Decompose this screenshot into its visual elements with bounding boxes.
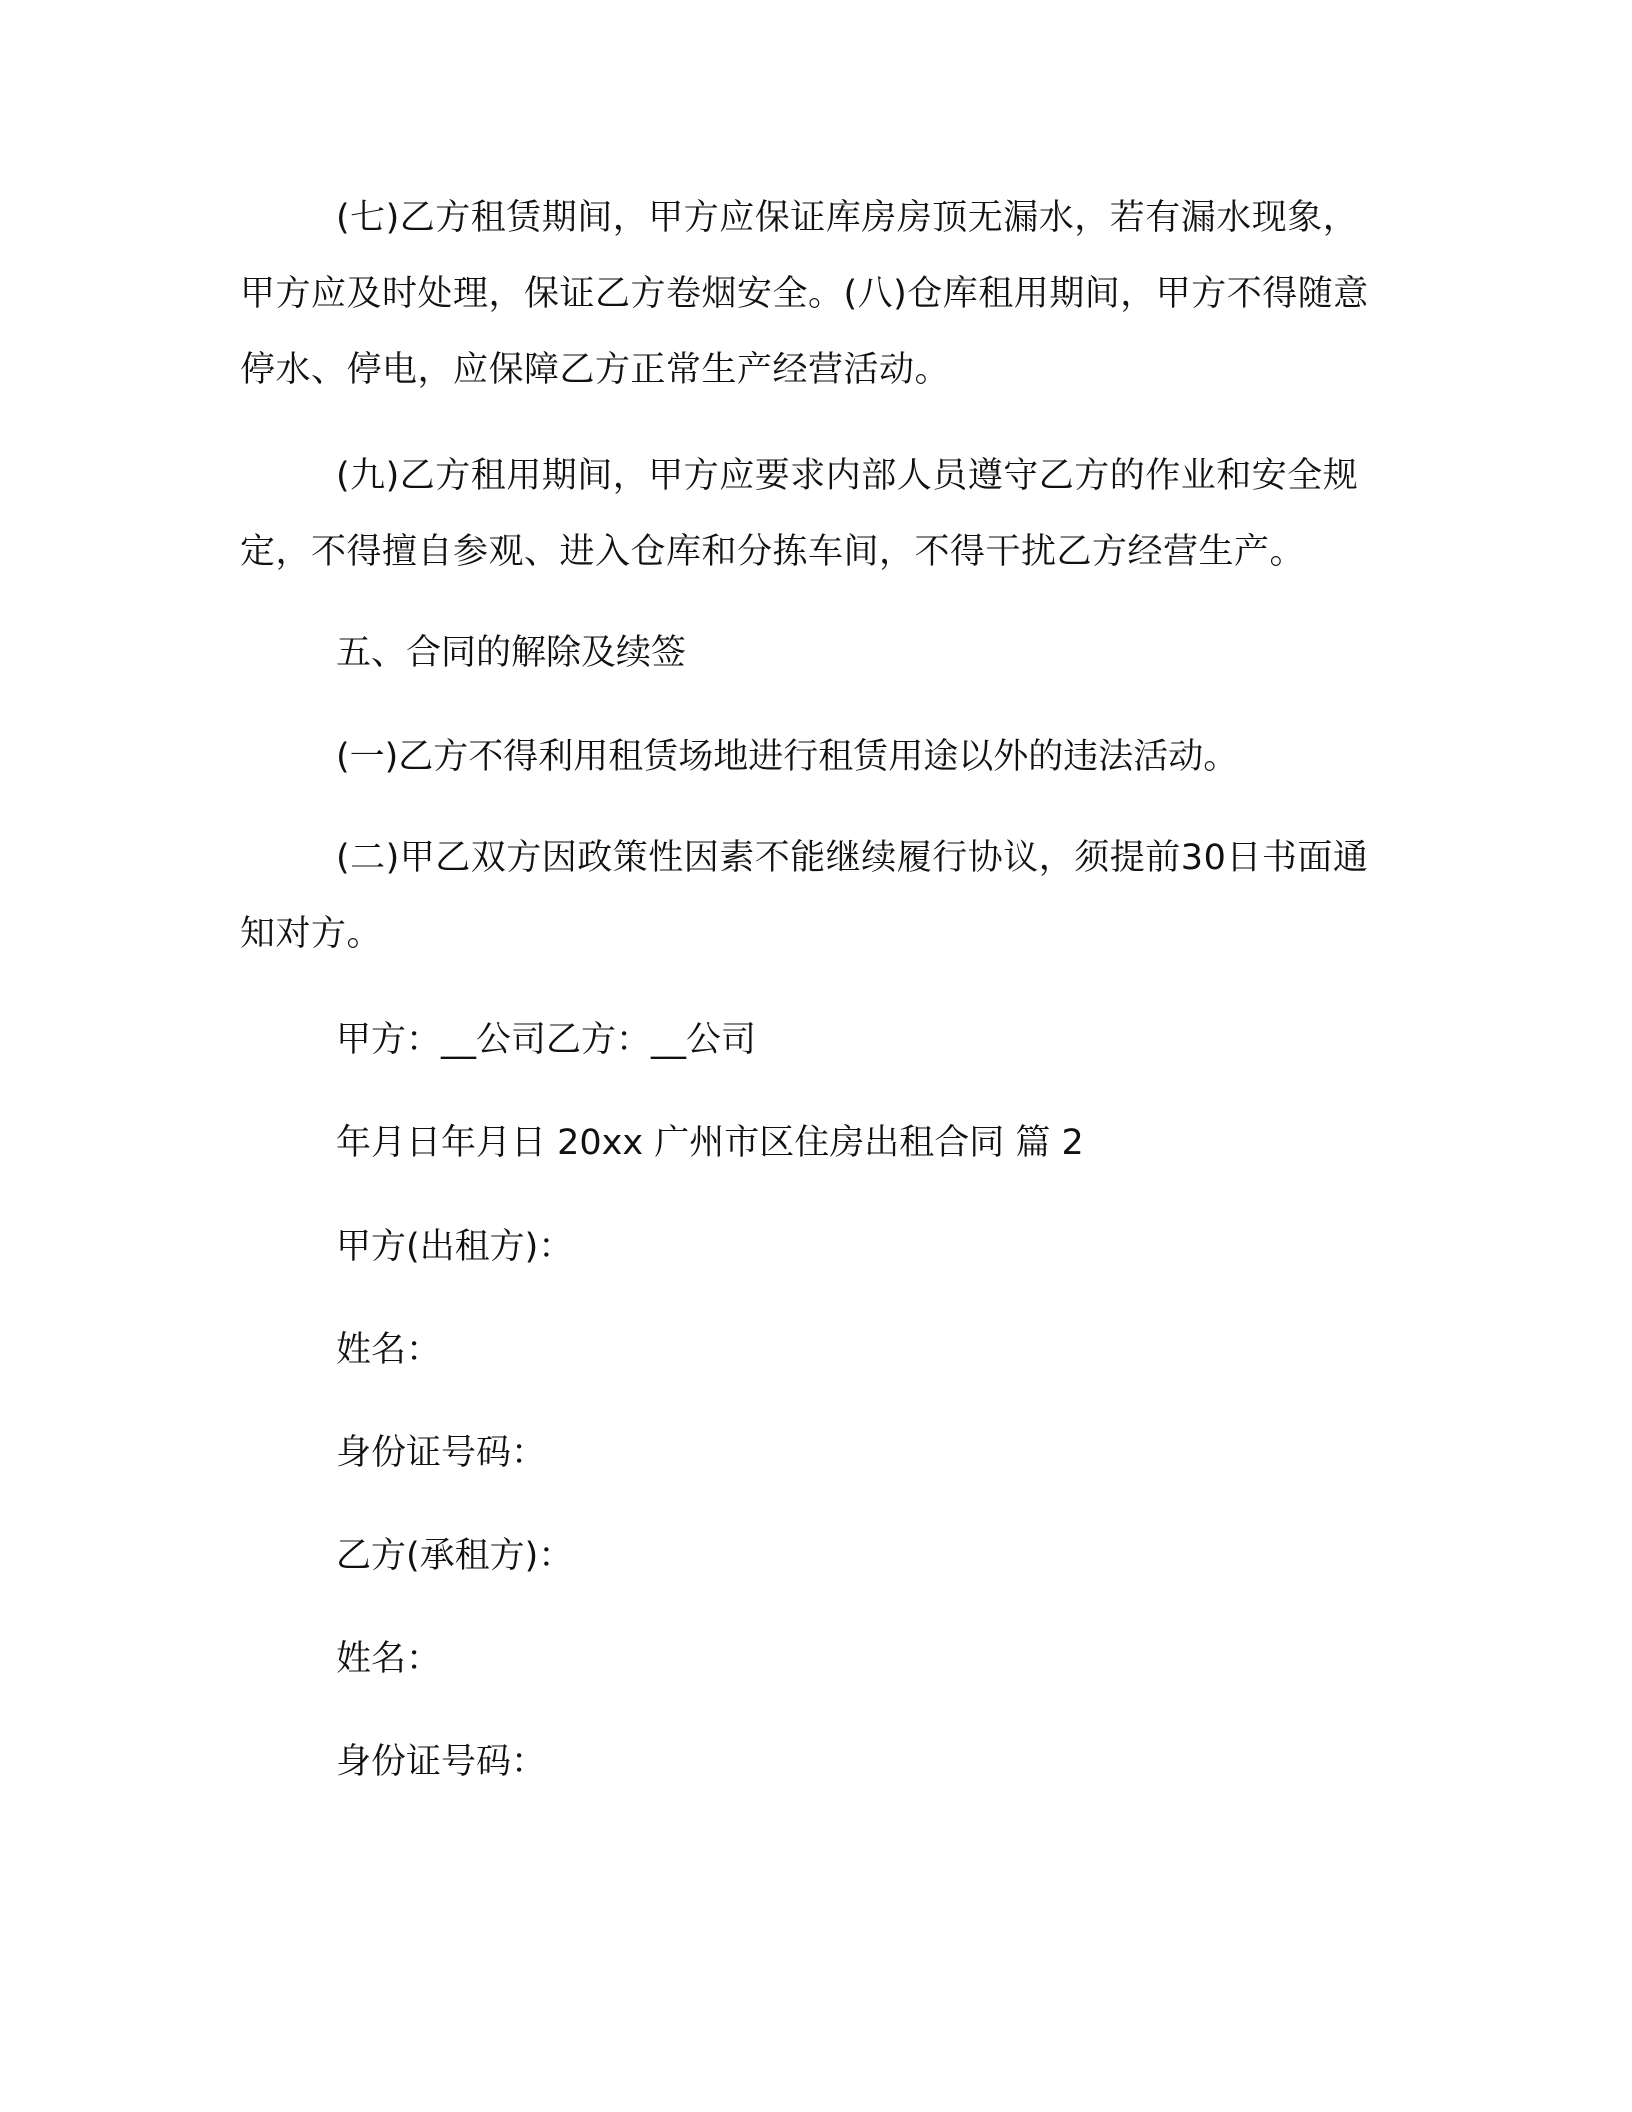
party-b-id-label: 身份证号码： <box>336 1742 547 1782</box>
section-heading-termination: 五、合同的解除及续签 <box>336 633 687 673</box>
clause-seven-eight: (七)乙方租赁期间，甲方应保证库房房顶无漏水，若有漏水现象，甲方应及时处理，保证乙方卷烟安全。(八)仓库租用期间，甲方不得随意停水、停电，应保障乙方正常生产经营活动。 <box>240 198 1369 390</box>
party-a-id-label: 身份证号码： <box>336 1433 547 1473</box>
party-b-name-label: 姓名： <box>336 1639 442 1679</box>
party-b-label: 乙方(承租方)： <box>336 1536 574 1576</box>
clause-nine: (九)乙方租用期间，甲方应要求内部人员遵守乙方的作业和安全规定，不得擅自参观、进入仓库和分拣车间，不得干扰乙方经营生产。 <box>240 456 1359 572</box>
clause-one: (一)乙方不得利用租赁场地进行租赁用途以外的违法活动。 <box>336 737 1239 777</box>
party-a-name-label: 姓名： <box>336 1330 442 1370</box>
party-signatures: 甲方：__公司乙方：__公司 <box>336 1020 757 1060</box>
party-a-label: 甲方(出租方)： <box>336 1227 574 1267</box>
date-and-title-line: 年月日年月日 20xx 广州市区住房出租合同 篇 2 <box>336 1123 1084 1163</box>
clause-two: (二)甲乙双方因政策性因素不能继续履行协议，须提前30日书面通知对方。 <box>240 838 1369 954</box>
